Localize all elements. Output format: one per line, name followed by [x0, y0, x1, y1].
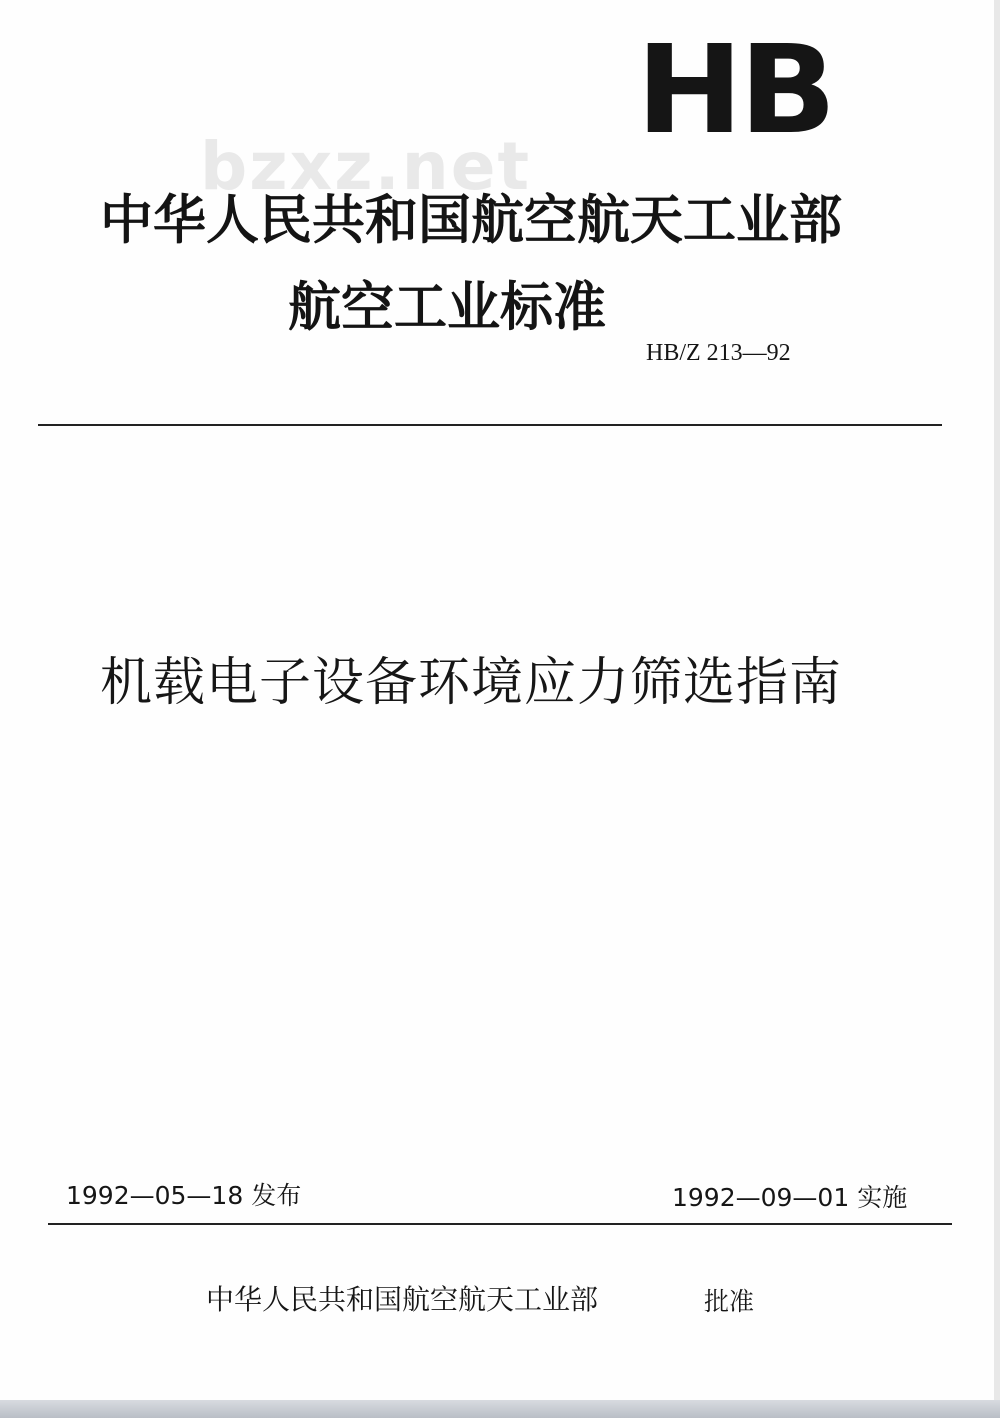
standard-code: HB/Z 213—92 [646, 340, 791, 366]
ministry-title: 中华人民共和国航空航天工业部 [100, 190, 842, 251]
bottom-divider [48, 1223, 952, 1225]
standard-type: 航空工业标准 [288, 277, 606, 338]
page-edge [994, 0, 1000, 1418]
hb-logo: HB [636, 19, 833, 161]
watermark: bzxz.net [200, 128, 532, 205]
approving-authority: 中华人民共和国航空航天工业部 [206, 1283, 599, 1316]
approval-label: 批准 [704, 1287, 755, 1316]
issue-date: 1992—05—18 发布 [66, 1181, 302, 1210]
bottom-scan-strip [0, 1400, 1000, 1418]
document-title: 机载电子设备环境应力筛选指南 [100, 653, 843, 713]
effective-date: 1992—09—01 实施 [672, 1183, 908, 1212]
top-divider [38, 424, 942, 426]
